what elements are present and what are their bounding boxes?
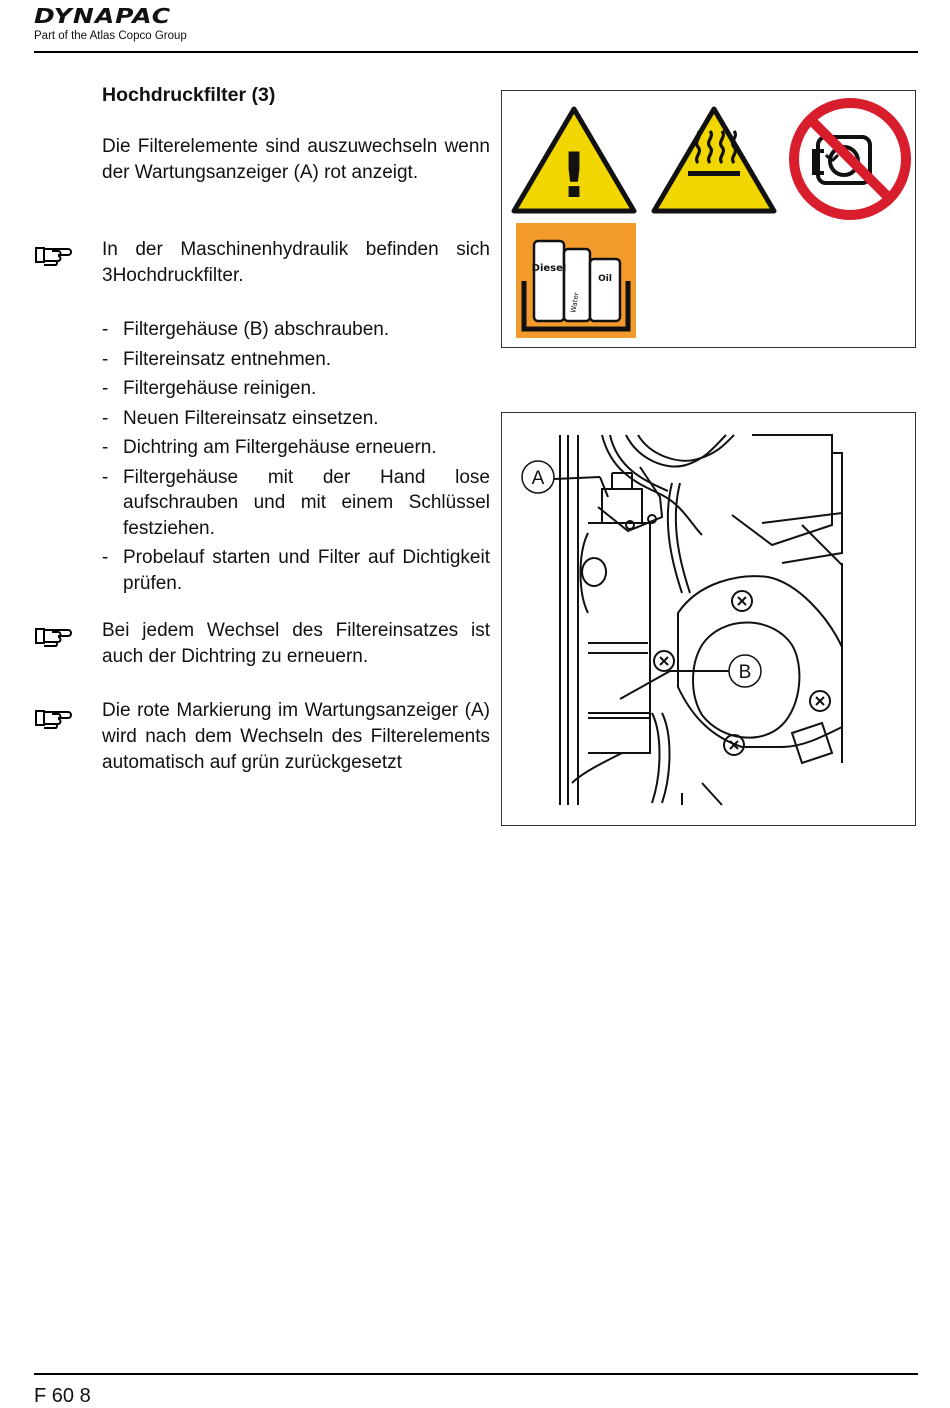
section-title: Hochdruckfilter (3) (102, 84, 276, 106)
svg-text:A: A (531, 468, 545, 489)
list-item: - Filtereinsatz entnehmen. (102, 348, 332, 370)
brand-tagline: Part of the Atlas Copco Group (34, 30, 187, 42)
header-divider (34, 51, 918, 53)
prohibition-sign-icon (794, 103, 906, 215)
footer-divider (34, 1373, 918, 1375)
list-item: - Dichtring am Filtergehäuse erneuern. (102, 437, 437, 458)
svg-text:Diesel: Diesel (531, 263, 567, 274)
filter-illustration-panel (501, 412, 916, 826)
intro-paragraph: Die Filterelemente sind auszuwechseln wenn der Wartungsanzeiger (A) rot anzeigt. (102, 136, 490, 183)
header (34, 6, 171, 31)
list-item: - Probelauf starten und Filter auf Dichtigkeit prüfen. (102, 547, 490, 594)
hot-surface-warning-icon (654, 109, 774, 211)
list-item: - Filtergehäuse reinigen. (102, 378, 317, 399)
brand-logo: DYNAPAC (34, 4, 172, 29)
list-item: - Neuen Filtereinsatz einsetzen. (102, 407, 379, 429)
list-item: - Filtergehäuse mit der Hand lose aufschrauben und mit einem Schlüssel festziehen. (102, 466, 490, 539)
safety-symbols-panel (501, 90, 916, 348)
note-seal-ring: Bei jedem Wechsel des Filtereinsatzes ist auch der Dichtring zu erneuern. (102, 620, 490, 667)
hydraulic-filter-drawing (502, 413, 915, 825)
warning-triangle-icon (514, 109, 634, 212)
steps-list (102, 317, 490, 600)
note-hydraulic-filters: In der Maschinenhydraulik befinden sich 3Hochdruckfilter. (102, 239, 490, 286)
page-number: F 60 8 (34, 1385, 91, 1407)
waste-disposal-icon (516, 223, 636, 338)
svg-text:!: ! (559, 139, 589, 212)
svg-text:Water: Water (569, 291, 581, 314)
pointing-hand-icon (34, 621, 74, 647)
pointing-hand-icon (34, 703, 74, 729)
list-item: - Filtergehäuse (B) abschrauben. (102, 319, 390, 340)
pointing-hand-icon (34, 240, 74, 266)
note-red-marking: Die rote Markierung im Wartungsanzeiger (A) wird nach dem Wechseln des Filterelements automatisch auf grün zurückgesetzt (102, 700, 490, 773)
svg-text:Oil: Oil (598, 274, 612, 284)
callout-b (729, 655, 761, 687)
callout-a (522, 461, 554, 493)
svg-text:B: B (738, 662, 752, 683)
